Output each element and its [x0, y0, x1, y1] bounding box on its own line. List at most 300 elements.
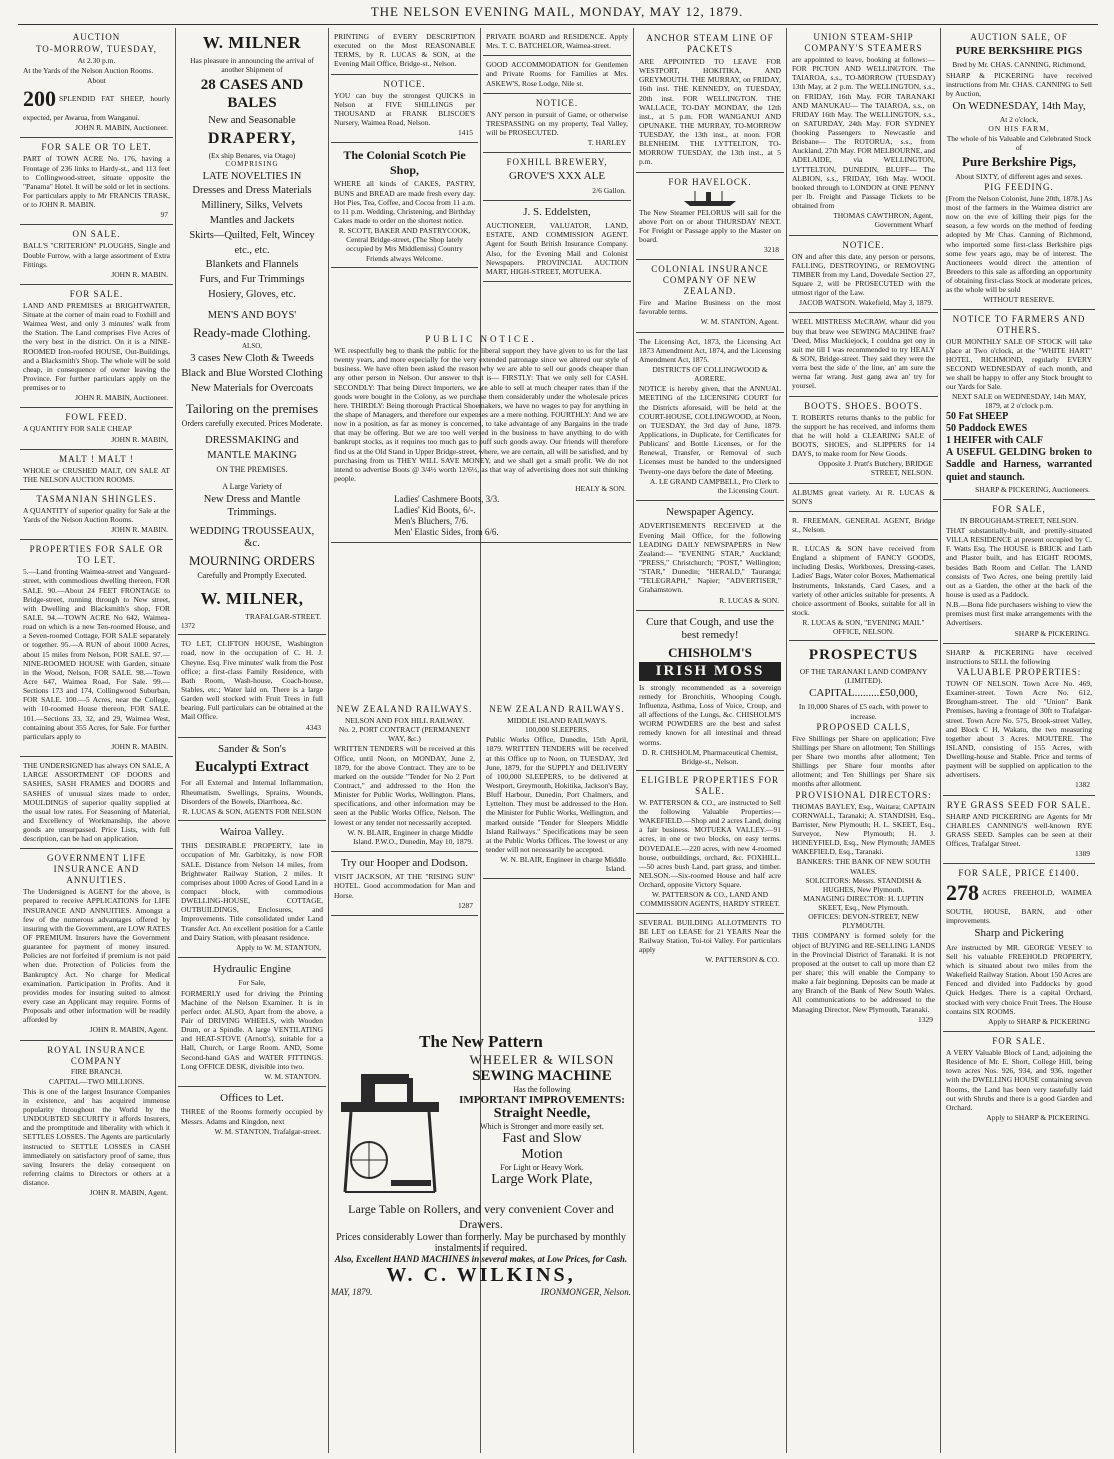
ad-eligible-properties — [636, 771, 784, 914]
ad-line: DRESSMAKING and — [205, 434, 299, 446]
ad-heading: Cure that Cough, and use the best remedy! — [646, 615, 774, 642]
ad-line: New Dress and Mantle Trimmings. — [203, 494, 301, 518]
list-item: Ladies' Kid Boots, 6/-. — [394, 505, 476, 516]
ad-line: Orders carefully executed. Prices Moderate. — [181, 419, 323, 429]
ad-body: THOMAS BAYLEY, Esq., Waitara; CAPTAIN CORNWALL, Taranaki; A. STANDISH, Esq., Barrister, New Plymouth; H. L. SKEET, Esq., Surveyor, New Plymouth; H. J. HONEYFIELD, Esq., New Plymouth; JAMES WAKEFIELD, Esq., Taranaki. — [792, 801, 935, 857]
ad-foxhill-brewery — [483, 153, 631, 201]
ad-notice-farmers — [943, 310, 1095, 500]
ad-heading: FOR SALE, PRICE £1400. — [958, 868, 1080, 879]
ad-subheading: CAPITAL—TWO MILLIONS. — [48, 1076, 145, 1086]
ad-time: At 2.30 p.m. — [77, 55, 116, 65]
ad-line: Prices considerably Lower than formerly. May be purchased by monthly instalments if required. — [336, 1232, 626, 1254]
ad-signature: R. LUCAS & SON. — [719, 595, 779, 605]
ad-rye-grass — [943, 796, 1095, 865]
column-divider — [328, 28, 329, 1453]
ad-line: WITHOUT RESERVE. — [983, 295, 1055, 305]
ad-heading: FOR SALE OR TO LET. — [41, 142, 152, 153]
list-item: Men' Elastic Sides, from 6/6. — [394, 527, 499, 538]
ad-headline: IRISH MOSS — [639, 662, 781, 680]
ad-heading: Try our Hooper and Dodson. — [340, 856, 468, 869]
ad-building-allotments — [636, 914, 784, 970]
ad-line: The whole of his Valuable and Celebrated Stock of — [946, 133, 1092, 152]
ad-line: Carefully and Promptly Executed. — [197, 571, 307, 581]
ad-healy — [331, 330, 631, 543]
ad-sewing-machine — [331, 1032, 631, 1452]
ad-ref: 1329 — [918, 1014, 933, 1024]
ad-body: PART of TOWN ACRE No. 176, having a Frontage of 236 links to Hardy-st., and 113 feet to Collingwood-street, situate opposite the "Panama" Hotel. It will be sold or let in sections. For particulars apply to Mr FRANCIS TRASK, or to JOHN R. MABIN. — [23, 154, 170, 210]
ad-line: COMPRISING — [225, 160, 279, 169]
ad-heading: NOTICE. — [383, 78, 426, 89]
ad-heading: The Colonial Scotch Pie Shop, — [343, 148, 466, 177]
ad-eddelsten — [483, 201, 631, 282]
ad-body: ALBUMS great variety. At R. LUCAS & SON'S — [792, 487, 935, 506]
ad-body: WHERE all kinds of CAKES, PASTRY, BUNS and BREAD are made fresh every day. Hot Pies, Tea, Coffee, and Cocoa from 11 a.m. to 11 p.m. Wedding, Christening, and Birthday Cakes made to order on the shortest notice. — [334, 179, 475, 226]
ad-heading: BOOTS. SHOES. BOOTS. — [804, 400, 923, 411]
ad-body: SHARP & PICKERING have received instructions to SELL the following — [946, 647, 1092, 666]
ad-body: ON and after this date, any person or persons, FALLING, DESTROYING, or REMOVING TIMBER from my Land, Dovedale Section 27, Square 2, will be PROSECUTED with the utmost rigor of the Law. — [792, 251, 935, 298]
list-item: Hosiery, Gloves, etc. — [208, 288, 296, 300]
ad-signature: W. N. BLAIR, Engineer in charge Middle Island. — [500, 855, 626, 874]
ad-date: MAY, 1879. — [331, 1287, 373, 1297]
ad-line: ON HIS FARM, — [988, 124, 1050, 134]
ad-railway-port — [331, 700, 478, 1030]
ad-valuable-properties — [943, 644, 1095, 796]
ad-headline: GROVE'S XXX ALE — [508, 170, 606, 183]
ad-ref: 4343 — [306, 722, 321, 732]
ad-body: SEVERAL BUILDING ALLOTMENTS TO BE LET on LEASE for 21 YEARS Near the Railway Station, Toi-toi Valley. For particulars apply — [639, 917, 781, 954]
ad-body: [From the Nelson Colonist, June 20th, 1878.] As most of the farmers in the Waimea district are now on the eve of killing their pigs for the season, a few words on the method of feeding adopted by Mr Chas. Canning of Richmond, who imported some first-class Berkshire pigs some few years ago, may be of interest. The Auctioneers would direct the attention of Breeders to this sale as affording an opportunity of obtaining first-class Stock at moderate prices, as the whole will be sold — [946, 193, 1092, 295]
ad-body: LAND AND PREMISES at BRIGHTWATER, Situate at the corner of main road to Foxhill and Waimea West, and only 3 minutes' walk from the Station. The Land comprises Five Acres of the very best in the district. On it is a NINE-ROOMED Iron-roofed HOUSE, Out-Buildings, and a Blacksmith's Shop. The whole will be sold cheap, in consequence of owner leaving the Province. For further particulars apply on the premises or to — [23, 300, 170, 393]
ad-body: The New Steamer PELORUS will sail for the above Port on or about THURSDAY NEXT. For Freight or Passage apply to the Master on board. — [639, 207, 781, 245]
ad-line: WEDDING TROUSSEAUX, &c. — [189, 525, 315, 550]
steamer-icon — [680, 189, 740, 207]
ad-shingles — [20, 490, 173, 540]
ad-headline: 28 CASES AND BALES — [200, 77, 304, 112]
column-1 — [20, 28, 173, 1453]
ad-heading: ROYAL INSURANCE COMPANY — [47, 1044, 146, 1066]
ad-brougham-villa — [943, 500, 1095, 644]
ad-scotch-pie — [331, 143, 478, 268]
ad-signature: HEALY & SON. — [575, 484, 626, 494]
ad-heading: NEW ZEALAND RAILWAYS. — [489, 704, 625, 714]
ad-body: THIS COMPANY is formed solely for the object of BUYING and RE-SELLING LANDS in the Provincial District of Taranaki. It is not proposed at the outset to call up more than £2 per share; this will enable the Company to make a fair beginning. Deposits can be made at any Branch of the Bank of New South Wales. All communications to be addressed to the Managing Director, New Plymouth, Taranaki. — [792, 931, 935, 1014]
ad-ref: 1389 — [1075, 849, 1090, 859]
ad-offices — [178, 1087, 326, 1141]
ad-properties — [20, 540, 173, 757]
list-item: Dresses and Dress Materials — [192, 185, 312, 197]
ad-prospectus — [789, 641, 938, 1028]
ad-public-notice — [331, 330, 631, 700]
ad-to-let — [178, 635, 326, 737]
ad-body: Fire and Marine Business on the most favorable terms. — [639, 298, 781, 317]
ad-signature: JACOB WATSON. Wakefield, May 3, 1879. — [799, 298, 933, 308]
ad-heading: ELIGIBLE PROPERTIES FOR SALE. — [641, 774, 779, 796]
ad-heading: COLONIAL INSURANCE COMPANY OF NEW ZEALAND. — [651, 264, 769, 297]
ad-signature: THOMAS CAWTHRON, Agent, Government Wharf — [833, 211, 933, 230]
ad-subheading: IN BROUGHAM-STREET, NELSON. — [959, 515, 1079, 525]
list-item: etc., etc. — [234, 244, 270, 256]
ad-heading: FOR SALE. — [992, 1036, 1046, 1047]
ad-line: CAPITAL.........£50,000, — [809, 687, 918, 700]
ad-signature: Apply to SHARP & PICKERING — [988, 1016, 1090, 1026]
ad-signature: JOHN R. MABIN, Agent. — [89, 1025, 168, 1035]
ad-line: On WEDNESDAY, 14th May, — [952, 99, 1086, 112]
ad-line: At 2 o'clock, — [999, 115, 1039, 125]
ad-body: A QUANTITY of superior quality for Sale at the Yards of the Nelson Auction Rooms. — [23, 505, 170, 525]
ad-body: Are instructed by MR. GEORGE VESEY to Sell his valuable FREEHOLD PROPERTY, which is situated about two miles from the Wakefield Railway Station. About 150 Acres are Fenced and divided into Paddocks by good Quick Hedges. There is a capital Orchard, stocked with very choice Fruit Trees. The House contains SIX ROOMS. — [946, 942, 1092, 1016]
ad-subheading: DISTRICTS OF COLLINGWOOD & AORERE. — [652, 365, 768, 384]
ad-heading: J. S. Eddelsten, — [523, 205, 591, 218]
ad-body: R. LUCAS & SON have received from England a shipment of FANCY GOODS, including Desks, Workboxes, Dressing-cases, Ladies' Bags, Water color Boxes, Mathematical Instruments, Inkstands, Card Cases, and a variety of other articles suitable for presents. A choice assortment of Books, suitable for all in stock. — [792, 544, 935, 618]
ad-body: SPLENDID FAT SHEEP, hourly expected, per Awarua, from Wanganui. — [23, 94, 170, 123]
ad-line: Which is Stronger and more easily set. — [480, 1122, 604, 1131]
item-list — [181, 185, 323, 301]
ad-good-accommodation — [483, 56, 631, 93]
ad-fowl-feed — [20, 408, 173, 449]
ad-body: TO LET, CLIFTON HOUSE, Washington road, now in the occupation of C. H. J. Cheyne. Esq. Five minutes' walk from the Post office; a first-class Family Residence, with Bath Room, Wash-house, Coach-house, Stables, etc.; Water laid on. There is a large Garden well stocked with Fruit Trees in full bearing. Full particulars can be obtained at the Mail Office. — [181, 639, 323, 722]
ad-line: MANAGING DIRECTOR: H. LUPTIN SKEET, Esq., New Plymouth. — [803, 893, 924, 913]
ad-heading: FOR SALE. — [69, 288, 124, 299]
ad-line: LATE NOVELTIES IN — [202, 170, 302, 182]
ad-body: For all External and Internal Inflammation, Rheumatism, Swellings, Sprains, Wounds, Disorders of the Bowels, Diarrhoea, &c. — [181, 778, 323, 806]
ad-body: ARE APPOINTED TO LEAVE FOR WESTPORT, HOKITIKA, AND GREYMOUTH. THE MURRAY, on FRIDAY, 16th inst. THE KENNEDY, on TUESDAY, 20th inst. FOR WELLINGTON. THE WALLACE, TO-DAY MONDAY, the 12th inst., at 5 p.m. FOR WANGANUI AND OPUNAKE. THE MURRAY, TO-MORROW TUESDAY, the 13th inst., at noon. FOR BLENHEIM. THE LYTTELTON, TO-MORROW TUESDAY, the 13th inst., at 5 p.m. — [639, 56, 781, 167]
ad-heading: VALUABLE PROPERTIES: — [956, 666, 1082, 677]
column-divider — [940, 28, 941, 1453]
ad-body: T. ROBERTS returns thanks to the public for the support he has received, and informs them that he will hold a CLEARING SALE of BOOTS, SHOES, and SLIPPERS for 14 DAYS, to make room for New Goods. — [792, 412, 935, 459]
ad-heading: PROVISIONAL DIRECTORS: — [795, 789, 932, 800]
ad-subheading: MIDDLE ISLAND RAILWAYS. — [507, 715, 607, 725]
ad-heading: Sander & Son's — [218, 742, 286, 755]
ad-body: R. FREEMAN, GENERAL AGENT, Bridge st., Nelson. — [792, 515, 935, 534]
ad-body: Is strongly recommended as a sovereign remedy for Bronchitis, Whooping Cough, Influenza, Asthma, Loss of Voice, Croup, and all affections of the Lungs, &c. CHISHOLM'S WORM POWDERS are the best and safest remedy known for all intestinal and thread worms. — [639, 682, 781, 747]
ad-line: MOURNING ORDERS — [188, 553, 316, 569]
list-item: Millinery, Silks, Velvets — [201, 200, 303, 212]
ad-signature: A. LE GRAND CAMPBELL, Pro Clerk to the Licensing Court. — [649, 476, 779, 495]
ad-signature: SHARP & PICKERING, Auctioneers. — [975, 484, 1090, 494]
ad-subheading: TO-MORROW, TUESDAY, — [35, 43, 158, 54]
ad-signature: IRONMONGER, Nelson. — [540, 1287, 631, 1297]
ad-signature: JOHN R. MABIN, — [111, 434, 168, 444]
ad-body: VISIT JACKSON, AT THE "RISING SUN" HOTEL. Good accommodation for Man and Horse. — [334, 872, 475, 900]
list-item: Blankets and Flannels — [205, 259, 299, 271]
ad-signature: JOHN R. MABIN, Auctioneer. — [75, 123, 168, 133]
ad-ref: 1372 — [181, 621, 195, 630]
ad-milner — [178, 28, 326, 635]
ad-line: Also, Excellent HAND MACHINES in several makes, at Low Prices, for Cash. — [334, 1254, 628, 1264]
ad-line: MEN'S AND BOYS' — [207, 309, 297, 321]
ad-signature: R. LUCAS & SON, AGENTS FOR NELSON — [182, 806, 322, 816]
ad-headline: CHISHOLM'S — [668, 644, 752, 660]
sewing-machine-illustration — [331, 1052, 449, 1202]
ad-ref: 97 — [160, 210, 168, 220]
ad-body: W. PATTERSON & CO., are instructed to Sell the following Valuable Properties:— WAKEFIELD.—Shop and 2 acres Land, doing a fair business. MOTUEKA VALLEY.—91 acres, in one or two blocks, on easy terms. DOVEDALE.—220 acres, with new 4-roomed house, outbuildings, orchard, &c. FOXHILL.—50 acres bush Land, part grass, and timber. NELSON.—Six-roomed House and half acre Orchard, opposite Victory Square. — [639, 797, 781, 890]
ad-signature: W. PATTERSON & CO., LAND AND COMMISSION AGENTS, HARDY STREET. — [640, 890, 780, 909]
ad-heading: ON SALE. — [72, 229, 121, 240]
ad-line: In 10,000 Shares of £5 each, with power to increase. — [798, 702, 929, 721]
ad-heading: PROPERTIES FOR SALE OR TO LET. — [29, 544, 164, 566]
ad-union-steamship — [789, 28, 938, 236]
ad-heading: FOXHILL BREWERY, — [506, 157, 608, 168]
ad-heading: Sharp and Pickering — [974, 927, 1064, 940]
ad-body: At the Yards of the Nelson Auction Rooms. — [23, 66, 154, 76]
ad-line: Ready-made Clothing. — [193, 324, 311, 340]
ad-line: Straight Needle, — [493, 1106, 591, 1121]
ad-irish-moss — [636, 611, 784, 771]
ad-signature: JOHN R. MABIN, Auctioneer. — [75, 393, 168, 403]
ad-body: SHARP AND PICKERING are Agents for Mr CHARLES CANNING'S well-known RYE GRASS SEED. Samples can be seen at their Offices, Trafalgar Street. — [946, 811, 1092, 849]
ad-signature: W. M. STANTON. — [264, 1071, 321, 1081]
ad-line: A Large Variety of — [222, 482, 282, 492]
ad-heading: FOWL FEED. — [65, 412, 128, 423]
ad-body: The Licensing Act, 1873, the Licensing Act 1873 Amendment Act, 1874, and the Licensing Amendment Act, 1875. — [639, 336, 781, 364]
ad-body: FORMERLY used for driving the Printing Machine of the Nelson Examiner. It is in perfect order. ALSO, Apart from the above, a Pair of DRIVING WHEELS, with Wooden Drum, or a Spindle. A large VENTILATING and HEAT-STOVE (Arnott's), suitable for a Hall, Church, or Large Room. AND, Some Second-hand GAS and WATER FITTINGS. Long OFFICE DESK, divisible into two. — [181, 988, 323, 1071]
ad-headline: PROSPECTUS — [808, 647, 919, 664]
ad-body: WEEL MISTRESS McCRAW, whaur did you buy that braw wee SEWING MACHINE frae? 'Deed, Miss Muckiejock, I couldna get ony in suit me till I was recommended to try HEALY & SON, Bridge-street. They said they were the verra best the side o' the line, an' am sure the werna far wrang. Just gang awa an' try for yoursel. — [792, 317, 935, 391]
ad-for-sale — [20, 285, 173, 409]
ad-body: THREE of the Rooms formerly occupied by Messrs. Adams and Kingdon, next — [181, 1107, 323, 1126]
ad-heading: Newspaper Agency. — [666, 506, 754, 519]
advertiser-name: W. C. WILKINS, — [386, 1264, 576, 1286]
ad-line: Large Work Plate, — [491, 1172, 593, 1187]
ad-licensing — [636, 333, 784, 501]
ad-body: WHOLE or CRUSHED MALT, ON SALE AT THE NELSON AUCTION ROOMS. — [23, 465, 170, 484]
ad-printing — [331, 28, 478, 75]
column-7 — [943, 28, 1095, 1453]
ad-havelock — [636, 173, 784, 261]
ad-signature: W. PATTERSON & CO. — [705, 955, 779, 965]
ad-line: BANKERS: THE BANK OF NEW SOUTH WALES. — [796, 857, 931, 876]
ad-body: Public Works Office, Dunedin, 15th April, 1879. WRITTEN TENDERS will be received at this Office up to Noon, on TUESDAY, 3rd June, 1879, for the SUPPLY and DELIVERY of 100,000 SLEEPERS, to be delivered at Westport, Greymouth, Hokitika, Jackson's Bay, Bluff Harbour, Dunedin, Port Chalmers, and Lyttelton. They must be addressed to the Hon. the Minister for Public Works, Wellington, and marked outside "Tender for Sleepers Middle Island Railways." Specifications may be seen at the Public Works Offices. The lowest or any tender will not necessarily be accepted. — [486, 735, 628, 854]
ad-line: Fast and Slow — [502, 1131, 582, 1146]
ad-price: 2/6 Gallon. — [592, 185, 626, 195]
ad-mistress-mccraw — [789, 313, 938, 396]
list-item: A USEFUL GELDING broken to Saddle and Harness, warranted quiet and staunch. — [946, 447, 1092, 483]
ad-ref: 3218 — [764, 245, 779, 255]
ad-subheading: For Sale, — [238, 978, 266, 988]
ad-waimea-south — [943, 864, 1095, 1032]
ad-line: Large Table on Rollers, and very convenient Cover and Drawers. — [348, 1202, 614, 1231]
ad-signature: JOHN R. MABIN. — [111, 525, 168, 535]
masthead-rule — [18, 24, 1098, 25]
column-divider — [175, 28, 176, 1453]
ad-signature: W. N. BLAIR, Engineer in charge Middle Island. P.W.O., Dunedin, May 10, 1879. — [347, 827, 473, 846]
ad-body: Five Shillings per Share on application; Five Shillings per Share on allotment; Ten Shillings per Share two months after allotment; Ten Shillings per Share four months after allotment; and Ten Shillings per Share six months after allotment. — [792, 733, 935, 789]
ad-body: WE respectfully beg to thank the public for the liberal support they have given to us for the last twenty years, and more especially for the very extended patronage since we altered our style of business. We have often been asked the reason why we are able to sell our goods cheaper than any other person in Nelson. Our answer to that is— FIRSTLY: That we only sell for CASH. SECONDLY: That being Direct Importers, we are able to sell at much cheaper rates than if the goods were bought in the Colony, as we purchase them considerably under the wholesale prices here. THIRDLY: Being thorough Practical Shoemakers, we have no wages to pay for anything in the shape of Managers, and therefore our expenses are a mere nothing. FOURTHLY: And we are now in a position, as far as money is concerned, to take advantage of any Bargains in the trade that may be offering. But we are too well versed in the business to have anything to do with bankrupt stocks, as it requires too much gas to puff such goods away. Our friends will therefore find us at the Old Stand in Upper Bridge-street, where, we are certain, all will be satisfied, and by purchasing from us THEY WILL SAVE MONEY, and we shall get a small profit. We do not intend to advertise Boots @ 3/4½ worth 12/6½, as that way of advertising does not suit thinking people. — [334, 345, 628, 483]
ad-body: SHARP & PICKERING have received instructions from Mr. CHAS. CANNING to Sell by Auction, — [946, 70, 1092, 98]
ad-body: The Undersigned is AGENT for the above, is prepared to receive APPLICATIONS for LIFE INSURANCE AND ANNUITIES. Amongst a few of the numerous advantages offered by insuring with the Government, are LOW RATES OF PREMIUM. Insurers have the Government guarantee for payment of money insured. Policies are not forfeited if premium is not paid when due. Protection of Policies from the Bankruptcy Act. No charge for Medical examination. Participation in Profits. And it provides modes for insuring suited to almost every case an Applicant may require. Forms of Proposals and other information will be readily afforded by — [23, 887, 170, 1025]
list-item: 50 Fat SHEEP — [946, 410, 1009, 422]
ad-notice-timber — [789, 236, 938, 314]
ad-doors-sashes — [20, 757, 173, 849]
advertiser-name: W. MILNER, — [200, 588, 304, 608]
ad-body: BALL'S "CRITERION" PLOUGHS, Single and Double Furrow, with a large assortment of Extra Fittings. — [23, 241, 170, 269]
ad-heading: TASMANIAN SHINGLES. — [36, 493, 157, 504]
ad-body: PRINTING of EVERY DESCRIPTION executed on the Most REASONABLE TERMS, by R. LUCAS & SON, at the Evening Mail Office, Bridge-st., Nelson. — [334, 32, 475, 69]
ad-line: Black and Blue Worsted Clothing — [181, 367, 323, 379]
ad-body: ANY person in pursuit of Game, or otherwise TRESPASSING on my property, Teal Valley, will be PROSECUTED. — [486, 109, 628, 137]
ad-eucalypti — [178, 738, 326, 821]
ad-heading: ANCHOR STEAM LINE OF PACKETS — [646, 33, 774, 54]
ad-body: This is one of the largest Insurance Companies in existence, and has acquired immense popularity throughout the World by the UNDOUBTED SECURITY it affords Insurers, and the promptitude and liberality with which it SETTLES LOSSES. The Agents are particularly instructed to SETTLE LOSSES in CASH immediately on satisfactory proof of same, thus saving Insurers the delay consequent on referring claims to Directors or others at a distance. — [23, 1086, 170, 1188]
list-item: Skirts—Quilted, Felt, Wincey — [189, 229, 315, 241]
ad-text: About — [87, 76, 106, 86]
ad-line: OFFICES: DEVON-STREET, NEW PLYMOUTH. — [808, 912, 919, 931]
ad-hydraulic — [178, 958, 326, 1087]
column-6 — [789, 28, 938, 1453]
ad-auction — [20, 28, 173, 138]
ad-signature: Apply to W. M. STANTON, — [236, 942, 321, 952]
ad-fancy-goods — [789, 540, 938, 641]
ad-subheading: 100,000 SLEEPERS. — [525, 725, 589, 735]
sheep-count: 200 — [23, 86, 56, 112]
ad-signature: W. M. STANTON, Trafalgar-street. — [214, 1126, 321, 1136]
ad-heading: FOR HAVELOCK. — [668, 176, 752, 187]
ad-headline: Pure Berkshire Pigs, — [962, 153, 1076, 169]
ad-heading: PIG FEEDING. — [984, 181, 1054, 192]
ad-signature: W. M. STANTON, Agent. — [700, 317, 779, 327]
ad-line: Motion — [521, 1147, 563, 1162]
price-list — [394, 494, 628, 538]
ad-signature: R. SCOTT, BAKER AND PASTRYCOOK, Central Bridge-street, (The Shop lately occupied by Mrs Middlemiss) Country Friends always Welcome. — [338, 226, 471, 263]
ad-headline: Eucalypti Extract — [195, 759, 309, 776]
ad-body: PRIVATE BOARD and RESIDENCE. Apply Mrs. T. C. BATCHELOR, Waimea-street. — [486, 32, 628, 51]
ad-body: AUCTIONEER, VALUATOR, LAND, ESTATE, AND COMMISSION AGENT. Agent for South British Insurance Company. Also, for the Evening Mail and Colonist Newspapers. PROVINCIAL AUCTION MART, HIGH-STREET, MOTUEKA. — [486, 221, 628, 276]
list-item: 50 Paddock EWES — [946, 422, 1028, 434]
ad-malt — [20, 450, 173, 490]
ad-body: OUR MONTHLY SALE OF STOCK will take place at Two o'clock, at the "WHITE HART" HOTEL, RICHMOND, regularly EVERY SECOND WEDNESDAY of each month, and we shall be happy to offer any Stock brought to our Yards for Sale. — [946, 336, 1092, 392]
ad-body: YOU can buy the strongest QUICKS in Nelson at FIVE SHILLINGS per THOUSAND at FRANK BLISCOE'S Nursery, Waimea Road, Nelson. — [334, 90, 475, 127]
ad-subheading: NELSON AND FOX HILL RAILWAY. — [345, 715, 464, 725]
ad-heading: RYE GRASS SEED FOR SALE. — [946, 799, 1092, 810]
ad-government-life — [20, 849, 173, 1040]
ad-freeman — [789, 512, 938, 540]
ad-line: (Ex ship Benares, via Otago) — [208, 150, 296, 160]
ad-body: THAT substantially-built, and prettily-situated VILLA RESIDENCE at present occupied by C. F. Watts Esq. The HOUSE is BRICK and Lath and Plaster built, and has EIGHT ROOMS, besides Bath Room and Cellar. The LAND consists of Two Acres, one being prettily laid out as a Garden, the other at the back of the house is used as a Paddock. — [946, 526, 1092, 599]
ad-signature: TRAFALGAR-STREET. — [245, 611, 321, 621]
ad-sleepers — [483, 700, 631, 879]
ad-line: IMPORTANT IMPROVEMENTS: — [459, 1094, 625, 1106]
ad-heading: UNION STEAM-SHIP COMPANY'S STEAMERS — [804, 32, 923, 53]
ad-body: NOTICE is hereby given, that the ANNUAL MEETING of the LICENSING COURT for the Districts aforesaid, will be held at the COURT-HOUSE, COLLINGWOOD, at Noon, on TUESDAY, the 3rd day of June, 1879. Applications, in Duplicate, for Certificates for Publicans' and Bottle Licenses, or for the Renewal, Transfer, or Removal of such Licenses must be handed to the undersigned Twenty-one days before the date of Meeting. — [639, 384, 781, 476]
ad-heading: NOTICE. — [842, 239, 885, 250]
ad-signature: SHARP & PICKERING. — [1014, 628, 1090, 638]
ad-heading: PUBLIC NOTICE. — [425, 334, 537, 344]
column-divider — [633, 28, 634, 1453]
column-divider — [786, 28, 787, 1453]
ad-line: SOLICITORS: Messrs. STANDISH & HUGHES, New Plymouth. — [805, 875, 922, 894]
ad-port-contract — [331, 700, 478, 852]
ad-signature: JOHN R. MABIN. — [111, 269, 168, 279]
stock-list — [946, 411, 1092, 484]
ad-line: Has the following — [513, 1085, 571, 1094]
ad-signature: D. R. CHISHOLM, Pharmaceutical Chemist, Bridge-st., Nelson. — [642, 747, 778, 766]
acre-count: 278 — [946, 880, 979, 906]
ad-boots-shoes — [789, 397, 938, 484]
ad-for-sale-or-let — [20, 138, 173, 225]
ad-anchor-line — [636, 28, 784, 173]
ad-railway-sleepers — [483, 700, 631, 1030]
column-2 — [178, 28, 326, 1453]
masthead: THE NELSON EVENING MAIL, MONDAY, MAY 12, 1879. — [370, 4, 744, 19]
ad-line: For Light or Heavy Work. — [500, 1163, 584, 1172]
ad-line: New Materials for Overcoats — [190, 382, 314, 394]
ad-body: THE UNDERSIGNED has always ON SALE, A LARGE ASSORTMENT OF DOORS and SASHES, SASH FRAMES and DOORS and SASHES of unusual sizes made to order, MOULDINGS of superior quality supplied at the usual low rates. For Seasoning of Material, and Excellency of Workmanship, the above goods are unsurpassed. Price Lists, with full description, can be had on application. — [23, 761, 170, 844]
ad-line: NEXT SALE on WEDNESDAY, 14th MAY, 1879, at 2 o'clock p.m. — [951, 392, 1087, 411]
ad-body: ADVERTISEMENTS RECEIVED at the Evening Mail Office, for the following LEADING DAILY NEWSPAPERS in New Zealand:— "EVENING STAR," Auckland; "PRESS," Christchurch; "POST," Wellington; "STAR," Dunedin; "HERALD," Tauranga; "TELEGRAPH," Napier; "ADVERTISER," Grahamstown. — [639, 521, 781, 595]
ad-body: TOWN OF NELSON. Town Acre No. 469, Examiner-street. Town Acre No. 612, Brougham-street. The old "Union" Bank Premises, having a frontage of 30ft to Trafalgar-street. Town Acre No. 575, Brook-street Valley, and Block C H, Wakatu, the two measuring together about 3 Acres. MOUTERE. The ISLAND, consisting of 155 Acres, with Dwelling-house and Stable. Price and terms of payment will be supplied on application to the advertisers. — [946, 678, 1092, 780]
ad-college-hill — [943, 1032, 1095, 1127]
ad-body: 5.—Land fronting Waimea-street and Vanguard-street, with commodious dwelling thereon, FOR SALE. 90.—About 24 FEET FRONTAGE to Bridge-street, running through to New street, with Dwelling and Blacksmith's shop, FOR SALE. 94.—TOWN ACRE No 642, Waimea-road on which is a new Ten-roomed House, and a Seven-roomed Cottage, FOR SALE separately or together. 95.—A RUN of about 1000 Acres, about 15 miles from Nelson, FOR SALE. 97.—NINE-ROOMED HOUSE with Garden, situate in the Wood, Nelson, FOR SALE. 98.—Town Acre 647, Waimea Road, For Sale. 99.—Sections 173 and 174, Collingwood Suburban, FOR SALE. 100.—5 Acres, near the College, with 10-roomed House thereon, FOR SALE. 101.—Sections 33, 32, and 29, Waimea West, containing about 355 Acres, for Sale. For further particulars apply to — [23, 567, 170, 741]
ad-newspaper-agency — [636, 501, 784, 611]
ad-wairoa — [178, 821, 326, 958]
ad-line: Tailoring on the premises — [185, 401, 319, 417]
list-item: Ladies' Cashmere Boots, 3/3. — [394, 494, 500, 505]
ad-body: are appointed to leave, booking at follows:— FOR PICTON AND WELLINGTON. The TAIAROA, s.s., TO-MORROW (TUESDAY) 13th May, at 2 p.m. The WELLINGTON, s.s., on FRIDAY, 16th May. FOR TARANAKI AND MANUKAU— The TAIAROA, s.s., on FRIDAY 16th May. The WELLINGTON, s.s., on SATURDAY, 24th May. FOR SYDNEY (booking Passengers to Newcastle and Brisbane— The ROTORUA, s.s., from Auckland, 27th May. FOR MELBOURNE, and ADELAIDE, via WELLINGTON, LYTTELTON, DUNEDIN, BLUFF— The ALBION, s.s., FRIDAY, 16th May. WOOL booked through to LONDON at ONE PENNY per lb. Freight and Passage Tickets to be obtained from — [792, 54, 935, 211]
ad-headline: SEWING MACHINE — [472, 1068, 612, 1084]
ad-heading: PROPOSED CALLS, — [816, 721, 911, 732]
ad-signature: JOHN R. MABIN. — [111, 741, 168, 751]
list-item: Furs, and Fur Trimmings — [199, 274, 305, 286]
ad-body: WRITTEN TENDERS will be received at this Office, until Noon, on MONDAY, June 2, 1879, for the above Contract. They are to be marked on the outside "Tender for No 2 Port Contract," and addressed to the Hon the Minister for Public Works, Wellington. Plans, specifications, and other information may be seen at the Public Works Office, Nelson. The lowest or any tender not necessarily accepted. — [334, 744, 475, 827]
ad-private-board — [483, 28, 631, 56]
ad-heading: Hydraulic Engine — [213, 963, 291, 976]
ad-line: About SIXTY, of different ages and sexes. — [955, 171, 1083, 181]
ad-body: THIS DESIRABLE PROPERTY, late in occupation of Mr. Garbitzky, is now FOR SALE. Distance from Nelson 14 miles, from Brightwater Railway Station, 2 miles. It comprises about 1000 Acres of Good Land in a compact block, with commodious DWELLING-HOUSE, COTTAGE, OUTBUILDINGS, Enclosures, and Improvements. Title consolidated under Land Transfer Act. An excellent position for a Cattle and Dairy Station, with pleasant residence. — [181, 841, 323, 942]
ad-headline: The New Pattern — [419, 1032, 543, 1051]
ad-body: A QUANTITY FOR SALE CHEAP — [23, 424, 132, 434]
ad-line: ON THE PREMISES. — [216, 464, 288, 474]
ad-body: N.B.—Bona fide purchasers wishing to view the premises must first make arrangements with the Advertisers. — [946, 600, 1092, 628]
ad-line: MANTLE MAKING — [207, 449, 297, 461]
ad-ref: 1382 — [1075, 780, 1090, 790]
ad-heading: AUCTION — [72, 32, 121, 42]
ad-heading: MALT ! MALT ! — [59, 453, 134, 464]
ad-heading: FOR SALE, — [992, 503, 1046, 514]
ad-signature: JOHN R. MABIN, Agent. — [89, 1188, 168, 1198]
list-item: Men's Bluchers, 7/6. — [394, 516, 469, 527]
ad-headline: PURE BERKSHIRE PIGS — [955, 44, 1083, 57]
ad-hooper — [331, 852, 478, 916]
ad-ref: 1415 — [458, 128, 473, 138]
ad-line: Bred by Mr. CHAS. CANNING, Richmond, — [952, 60, 1086, 70]
ad-body: GOOD ACCOMMODATION for Gentlemen and Private Rooms for Families at Mrs. ASKEW'S, Rose Lodge, Nile st. — [486, 60, 628, 88]
ad-heading: NEW ZEALAND RAILWAYS. — [336, 704, 473, 714]
ad-ref: 1287 — [458, 900, 473, 910]
ad-berkshire-pigs — [943, 28, 1095, 310]
ad-line: WHEELER & WILSON — [469, 1052, 615, 1067]
list-item: Mantles and Jackets — [209, 214, 295, 226]
column-5 — [636, 28, 784, 1453]
ad-line: ALSO, — [241, 342, 263, 351]
ad-body: ACRES FREEHOLD, WAIMEA SOUTH, HOUSE, BARN, and other improvements. — [946, 888, 1092, 926]
ad-line: New and Seasonable — [208, 114, 296, 126]
ad-heading: NOTICE TO FARMERS AND OTHERS. — [952, 313, 1086, 335]
ad-heading: Offices to Let. — [220, 1091, 284, 1104]
ad-subheading: FIRE BRANCH. — [70, 1067, 123, 1077]
advertiser-name: W. MILNER — [202, 33, 302, 52]
ad-signature: R. LUCAS & SON, "EVENING MAIL" OFFICE, NELSON. — [802, 618, 925, 637]
column-4 — [483, 28, 631, 328]
ad-on-sale — [20, 225, 173, 285]
ad-subheading: No. 2, PORT CONTRACT (PERMANENT WAY, &c.) — [338, 725, 471, 744]
ad-royal-insurance — [20, 1041, 173, 1203]
ad-colonial-insurance — [636, 260, 784, 332]
ad-subheading: OF THE TARANAKI LAND COMPANY (LIMITED). — [799, 666, 928, 685]
ad-heading: NOTICE. — [535, 97, 579, 108]
ad-line: 3 cases New Cloth & Tweeds — [190, 352, 314, 364]
ad-heading: AUCTION SALE, OF — [970, 32, 1068, 42]
ad-signature: Opposite J. Pratt's Butchery, BRIDGE STREET, NELSON. — [818, 459, 933, 478]
